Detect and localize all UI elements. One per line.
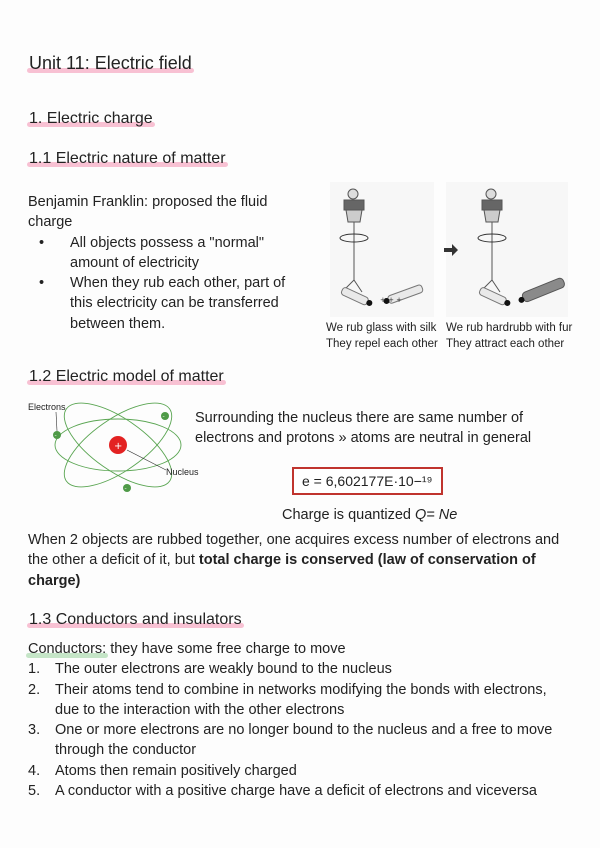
franklin-block (28, 192, 298, 334)
electron-icon (53, 412, 169, 493)
quantized-formula: Q= Ne (415, 507, 458, 523)
list-item: 2. Their atoms tend to combine in networks modifying the bonds with electrons, due to the interaction with the other electrons (28, 681, 547, 718)
svg-text:-: - (54, 432, 57, 440)
list-item: 3. One or more electrons are no longer bound to the nucleus and a free to move through the conductor (28, 722, 553, 759)
right-panel-bg (446, 182, 568, 317)
list-item: 1. The outer electrons are weakly bound to the nucleus (28, 661, 392, 678)
electrons-label: Electrons (28, 402, 66, 412)
list-item: 4. Atoms then remain positively charged (28, 762, 297, 779)
svg-text:+ + +: + + + (380, 296, 403, 304)
svg-text:+: + (114, 441, 123, 452)
caption-right: We rub hardrubb with fur They attract each other (446, 322, 573, 350)
bullet-item: • When they rub each other, part of this electricity can be transferred between them. (28, 273, 298, 334)
franklin-bullets (28, 233, 298, 334)
list-item: 5. A conductor with a positive charge have a deficit of electrons and viceversa (28, 783, 537, 800)
franklin-intro: Benjamin Franklin: proposed the fluid charge (28, 194, 268, 231)
svg-text:-: - (124, 485, 127, 493)
model-text: Surrounding the nucleus there are same number of electrons and protons » atoms are neutral in general (195, 410, 532, 447)
section-heading-electric-nature: 1.1 Electric nature of matter (29, 150, 226, 167)
quantized-line: Charge is quantized Q= Ne (282, 507, 458, 523)
conductors-label: Conductors: (28, 639, 106, 659)
caption-left: We rub glass with silk They repel each other (326, 322, 438, 350)
atom-diagram (26, 398, 206, 498)
page-title: Unit 11: Electric field (29, 53, 192, 73)
conservation-paragraph: When 2 objects are rubbed together, one acquires excess number of electrons and the other a deficit of it, but total charge is conserved (law of conservation of charge) (28, 532, 560, 589)
conductors-definition: Conductors: they have some free charge to move (28, 639, 573, 659)
rubbing-experiment-figure (326, 182, 576, 352)
rubbing-illustration (326, 182, 576, 322)
conservation-law: total charge is conserved (law of conservation of charge) (28, 552, 536, 589)
elementary-charge-box: e = 6,602177E·10−¹⁹ (292, 467, 443, 495)
section-heading-conductors: 1.3 Conductors and insulators (29, 611, 242, 628)
section-heading-electric-model: 1.2 Electric model of matter (29, 368, 224, 385)
conductors-list (28, 659, 573, 801)
conductors-block (28, 639, 573, 801)
nucleus-label: Nucleus (166, 467, 199, 477)
section-heading-electric-charge: 1. Electric charge (29, 110, 153, 127)
svg-text:-: - (162, 413, 165, 421)
atom-svg (26, 398, 206, 498)
bullet-item: • All objects possess a "normal" amount of electricity (28, 233, 298, 274)
